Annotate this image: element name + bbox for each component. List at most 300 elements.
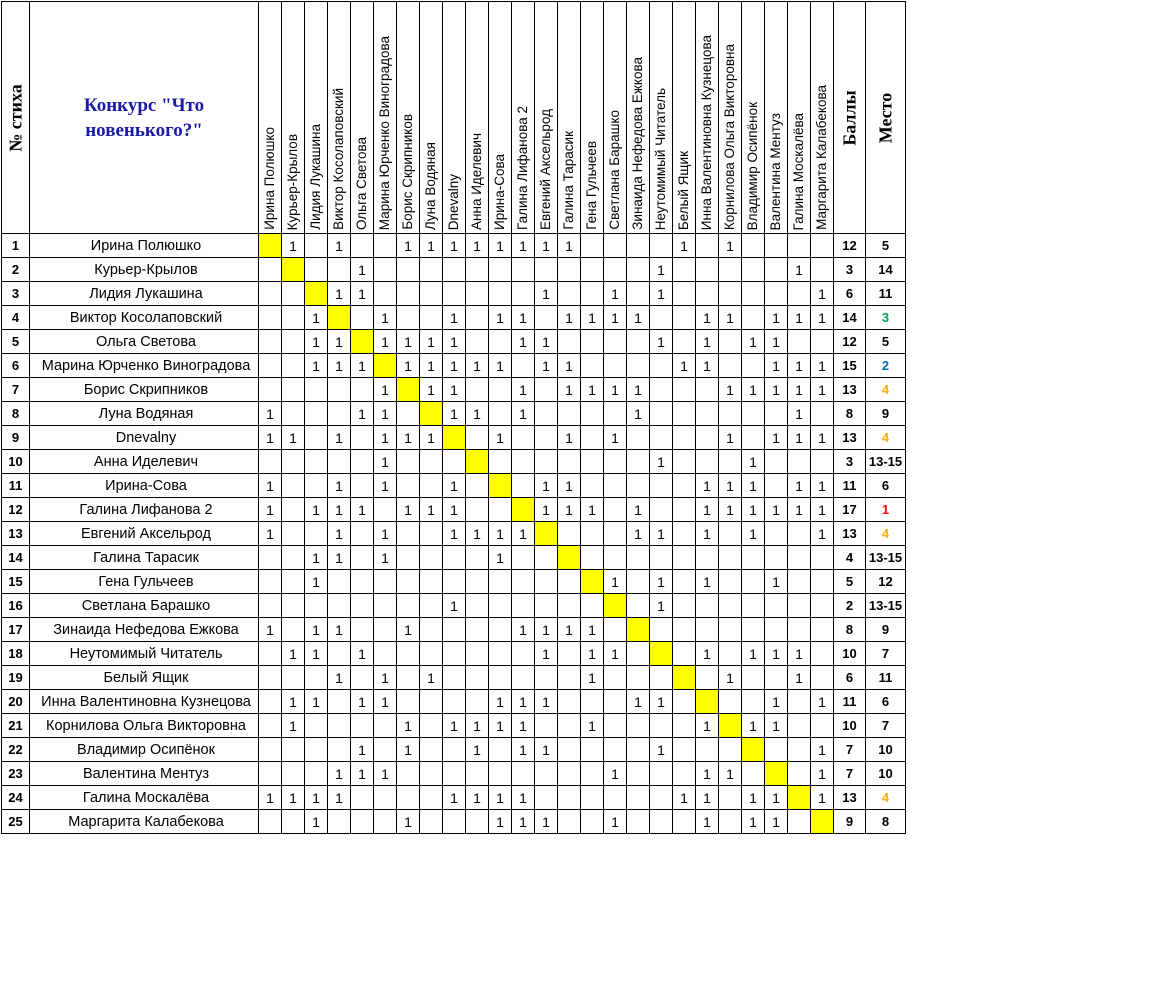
row-number: 5 bbox=[2, 330, 30, 354]
vote-cell: 1 bbox=[742, 378, 765, 402]
empty-cell bbox=[558, 570, 581, 594]
empty-cell bbox=[673, 474, 696, 498]
empty-cell bbox=[328, 642, 351, 666]
empty-cell bbox=[466, 282, 489, 306]
vote-cell: 1 bbox=[558, 426, 581, 450]
participant-column-label: Белый Ящик bbox=[676, 150, 691, 230]
row-number: 19 bbox=[2, 666, 30, 690]
vote-cell: 1 bbox=[397, 618, 420, 642]
empty-cell bbox=[581, 354, 604, 378]
participant-column-header bbox=[466, 2, 489, 234]
vote-cell: 1 bbox=[627, 498, 650, 522]
empty-cell bbox=[811, 714, 834, 738]
row-participant-name: Ольга Светова bbox=[30, 330, 259, 354]
vote-cell: 1 bbox=[443, 714, 466, 738]
score-column-header bbox=[834, 2, 866, 234]
row-participant-name: Анна Иделевич bbox=[30, 450, 259, 474]
empty-cell bbox=[282, 450, 305, 474]
vote-cell: 1 bbox=[351, 642, 374, 666]
empty-cell bbox=[719, 618, 742, 642]
place-column-header bbox=[866, 2, 906, 234]
vote-cell: 1 bbox=[696, 474, 719, 498]
empty-cell bbox=[259, 642, 282, 666]
empty-cell bbox=[627, 258, 650, 282]
empty-cell bbox=[397, 762, 420, 786]
empty-cell bbox=[420, 810, 443, 834]
empty-cell bbox=[351, 474, 374, 498]
empty-cell bbox=[604, 690, 627, 714]
empty-cell bbox=[558, 690, 581, 714]
row-participant-name: Ирина Полюшко bbox=[30, 234, 259, 258]
empty-cell bbox=[466, 570, 489, 594]
empty-cell bbox=[374, 234, 397, 258]
empty-cell bbox=[466, 810, 489, 834]
participant-column-header bbox=[719, 2, 742, 234]
vote-cell: 1 bbox=[328, 762, 351, 786]
empty-cell bbox=[535, 570, 558, 594]
empty-cell bbox=[811, 546, 834, 570]
score-cell: 9 bbox=[834, 810, 866, 834]
empty-cell bbox=[374, 642, 397, 666]
participant-column-header bbox=[397, 2, 420, 234]
empty-cell bbox=[719, 354, 742, 378]
vote-cell: 1 bbox=[374, 450, 397, 474]
vote-cell: 1 bbox=[351, 762, 374, 786]
vote-cell: 1 bbox=[742, 474, 765, 498]
score-cell: 10 bbox=[834, 642, 866, 666]
empty-cell bbox=[259, 738, 282, 762]
empty-cell bbox=[420, 474, 443, 498]
empty-cell bbox=[673, 450, 696, 474]
vote-cell: 1 bbox=[811, 762, 834, 786]
place-cell: 7 bbox=[866, 642, 906, 666]
vote-cell: 1 bbox=[742, 498, 765, 522]
vote-cell: 1 bbox=[328, 354, 351, 378]
empty-cell bbox=[282, 402, 305, 426]
vote-cell: 1 bbox=[512, 234, 535, 258]
participant-column-header bbox=[489, 2, 512, 234]
empty-cell bbox=[742, 306, 765, 330]
empty-cell bbox=[581, 738, 604, 762]
vote-cell: 1 bbox=[328, 666, 351, 690]
empty-cell bbox=[811, 330, 834, 354]
empty-cell bbox=[627, 282, 650, 306]
empty-cell bbox=[397, 402, 420, 426]
vote-cell: 1 bbox=[604, 762, 627, 786]
empty-cell bbox=[627, 426, 650, 450]
self-vote-cell bbox=[351, 330, 374, 354]
empty-cell bbox=[305, 450, 328, 474]
number-label: № стиха bbox=[5, 83, 25, 152]
self-vote-cell bbox=[788, 786, 811, 810]
empty-cell bbox=[535, 450, 558, 474]
self-vote-cell bbox=[673, 666, 696, 690]
row-participant-name: Dnevalny bbox=[30, 426, 259, 450]
empty-cell bbox=[466, 426, 489, 450]
empty-cell bbox=[627, 450, 650, 474]
vote-cell: 1 bbox=[558, 618, 581, 642]
vote-cell: 1 bbox=[627, 522, 650, 546]
vote-cell: 1 bbox=[351, 498, 374, 522]
vote-cell: 1 bbox=[535, 354, 558, 378]
empty-cell bbox=[581, 786, 604, 810]
vote-cell: 1 bbox=[811, 378, 834, 402]
table-row bbox=[2, 570, 906, 594]
empty-cell bbox=[466, 618, 489, 642]
vote-cell: 1 bbox=[811, 498, 834, 522]
empty-cell bbox=[282, 810, 305, 834]
vote-cell: 1 bbox=[788, 354, 811, 378]
empty-cell bbox=[650, 426, 673, 450]
empty-cell bbox=[420, 642, 443, 666]
empty-cell bbox=[811, 642, 834, 666]
empty-cell bbox=[604, 258, 627, 282]
empty-cell bbox=[489, 378, 512, 402]
vote-cell: 1 bbox=[328, 786, 351, 810]
empty-cell bbox=[259, 306, 282, 330]
empty-cell bbox=[397, 666, 420, 690]
place-cell: 7 bbox=[866, 714, 906, 738]
vote-cell: 1 bbox=[512, 810, 535, 834]
self-vote-cell bbox=[328, 306, 351, 330]
empty-cell bbox=[811, 234, 834, 258]
empty-cell bbox=[765, 474, 788, 498]
place-cell: 9 bbox=[866, 402, 906, 426]
empty-cell bbox=[282, 618, 305, 642]
empty-cell bbox=[282, 546, 305, 570]
score-cell: 15 bbox=[834, 354, 866, 378]
vote-cell: 1 bbox=[535, 618, 558, 642]
vote-cell: 1 bbox=[604, 570, 627, 594]
participant-column-label: Валентина Ментуз bbox=[768, 112, 783, 230]
empty-cell bbox=[305, 426, 328, 450]
table-row bbox=[2, 666, 906, 690]
empty-cell bbox=[696, 738, 719, 762]
vote-cell: 1 bbox=[397, 738, 420, 762]
vote-cell: 1 bbox=[351, 738, 374, 762]
table-row bbox=[2, 522, 906, 546]
empty-cell bbox=[466, 306, 489, 330]
vote-cell: 1 bbox=[305, 690, 328, 714]
empty-cell bbox=[512, 642, 535, 666]
empty-cell bbox=[420, 522, 443, 546]
place-cell: 10 bbox=[866, 762, 906, 786]
vote-cell: 1 bbox=[466, 234, 489, 258]
table-row bbox=[2, 714, 906, 738]
empty-cell bbox=[374, 738, 397, 762]
empty-cell bbox=[259, 810, 282, 834]
vote-cell: 1 bbox=[535, 234, 558, 258]
vote-cell: 1 bbox=[489, 690, 512, 714]
empty-cell bbox=[742, 546, 765, 570]
empty-cell bbox=[328, 450, 351, 474]
empty-cell bbox=[397, 474, 420, 498]
empty-cell bbox=[282, 498, 305, 522]
participant-column-label: Галина Лифанова 2 bbox=[515, 106, 530, 230]
empty-cell bbox=[627, 234, 650, 258]
place-cell: 3 bbox=[866, 306, 906, 330]
empty-cell bbox=[374, 714, 397, 738]
vote-cell: 1 bbox=[420, 498, 443, 522]
empty-cell bbox=[420, 618, 443, 642]
self-vote-cell bbox=[282, 258, 305, 282]
empty-cell bbox=[535, 714, 558, 738]
vote-cell: 1 bbox=[351, 282, 374, 306]
score-cell: 13 bbox=[834, 378, 866, 402]
place-cell: 13-15 bbox=[866, 546, 906, 570]
empty-cell bbox=[397, 570, 420, 594]
row-participant-name: Зинаида Нефедова Ежкова bbox=[30, 618, 259, 642]
empty-cell bbox=[696, 546, 719, 570]
empty-cell bbox=[673, 594, 696, 618]
table-row bbox=[2, 642, 906, 666]
vote-cell: 1 bbox=[489, 522, 512, 546]
vote-cell: 1 bbox=[765, 810, 788, 834]
empty-cell bbox=[443, 690, 466, 714]
participant-column-header bbox=[305, 2, 328, 234]
empty-cell bbox=[512, 258, 535, 282]
empty-cell bbox=[558, 402, 581, 426]
empty-cell bbox=[788, 330, 811, 354]
vote-cell: 1 bbox=[696, 642, 719, 666]
vote-cell: 1 bbox=[374, 762, 397, 786]
empty-cell bbox=[420, 762, 443, 786]
self-vote-cell bbox=[259, 234, 282, 258]
participant-column-header bbox=[535, 2, 558, 234]
place-cell: 9 bbox=[866, 618, 906, 642]
empty-cell bbox=[719, 594, 742, 618]
vote-cell: 1 bbox=[650, 690, 673, 714]
row-participant-name: Инна Валентиновна Кузнецова bbox=[30, 690, 259, 714]
vote-cell: 1 bbox=[719, 498, 742, 522]
self-vote-cell bbox=[696, 690, 719, 714]
empty-cell bbox=[535, 426, 558, 450]
vote-cell: 1 bbox=[719, 762, 742, 786]
vote-cell: 1 bbox=[489, 354, 512, 378]
table-row bbox=[2, 258, 906, 282]
vote-cell: 1 bbox=[489, 714, 512, 738]
empty-cell bbox=[558, 642, 581, 666]
empty-cell bbox=[443, 546, 466, 570]
empty-cell bbox=[282, 570, 305, 594]
vote-cell: 1 bbox=[811, 282, 834, 306]
empty-cell bbox=[397, 450, 420, 474]
row-number: 24 bbox=[2, 786, 30, 810]
vote-cell: 1 bbox=[673, 234, 696, 258]
empty-cell bbox=[627, 810, 650, 834]
vote-cell: 1 bbox=[696, 306, 719, 330]
table-row bbox=[2, 810, 906, 834]
empty-cell bbox=[811, 450, 834, 474]
vote-cell: 1 bbox=[719, 306, 742, 330]
empty-cell bbox=[397, 642, 420, 666]
self-vote-cell bbox=[558, 546, 581, 570]
empty-cell bbox=[351, 618, 374, 642]
participant-column-label: Ирина Полюшко bbox=[262, 127, 277, 230]
empty-cell bbox=[811, 570, 834, 594]
score-cell: 4 bbox=[834, 546, 866, 570]
place-cell: 6 bbox=[866, 690, 906, 714]
empty-cell bbox=[420, 690, 443, 714]
place-cell: 4 bbox=[866, 378, 906, 402]
vote-cell: 1 bbox=[420, 234, 443, 258]
vote-cell: 1 bbox=[259, 426, 282, 450]
empty-cell bbox=[650, 714, 673, 738]
vote-cell: 1 bbox=[558, 354, 581, 378]
empty-cell bbox=[581, 330, 604, 354]
vote-cell: 1 bbox=[765, 498, 788, 522]
empty-cell bbox=[397, 258, 420, 282]
vote-cell: 1 bbox=[466, 402, 489, 426]
participant-column-label: Лидия Лукашина bbox=[308, 124, 323, 230]
row-participant-name: Луна Водяная bbox=[30, 402, 259, 426]
empty-cell bbox=[650, 618, 673, 642]
empty-cell bbox=[742, 690, 765, 714]
row-number: 7 bbox=[2, 378, 30, 402]
empty-cell bbox=[811, 594, 834, 618]
vote-cell: 1 bbox=[558, 378, 581, 402]
empty-cell bbox=[259, 666, 282, 690]
vote-cell: 1 bbox=[328, 618, 351, 642]
empty-cell bbox=[305, 714, 328, 738]
vote-cell: 1 bbox=[512, 738, 535, 762]
vote-cell: 1 bbox=[788, 426, 811, 450]
score-cell: 13 bbox=[834, 786, 866, 810]
vote-cell: 1 bbox=[259, 618, 282, 642]
empty-cell bbox=[742, 570, 765, 594]
vote-cell: 1 bbox=[466, 714, 489, 738]
vote-cell: 1 bbox=[305, 546, 328, 570]
vote-cell: 1 bbox=[650, 450, 673, 474]
empty-cell bbox=[466, 642, 489, 666]
empty-cell bbox=[581, 234, 604, 258]
vote-cell: 1 bbox=[282, 642, 305, 666]
empty-cell bbox=[811, 618, 834, 642]
empty-cell bbox=[397, 594, 420, 618]
vote-cell: 1 bbox=[374, 378, 397, 402]
vote-cell: 1 bbox=[788, 642, 811, 666]
participant-column-header bbox=[374, 2, 397, 234]
empty-cell bbox=[397, 546, 420, 570]
vote-cell: 1 bbox=[397, 810, 420, 834]
table-row bbox=[2, 786, 906, 810]
empty-cell bbox=[581, 810, 604, 834]
empty-cell bbox=[765, 738, 788, 762]
empty-cell bbox=[765, 258, 788, 282]
empty-cell bbox=[673, 738, 696, 762]
vote-cell: 1 bbox=[443, 234, 466, 258]
vote-cell: 1 bbox=[719, 234, 742, 258]
empty-cell bbox=[765, 594, 788, 618]
vote-cell: 1 bbox=[765, 714, 788, 738]
row-number: 20 bbox=[2, 690, 30, 714]
empty-cell bbox=[374, 570, 397, 594]
empty-cell bbox=[489, 570, 512, 594]
empty-cell bbox=[466, 330, 489, 354]
score-cell: 3 bbox=[834, 258, 866, 282]
participant-column-header bbox=[742, 2, 765, 234]
vote-cell: 1 bbox=[535, 330, 558, 354]
participant-column-header bbox=[558, 2, 581, 234]
vote-cell: 1 bbox=[420, 426, 443, 450]
empty-cell bbox=[351, 570, 374, 594]
empty-cell bbox=[719, 282, 742, 306]
row-participant-name: Галина Москалёва bbox=[30, 786, 259, 810]
empty-cell bbox=[466, 666, 489, 690]
empty-cell bbox=[259, 690, 282, 714]
score-cell: 12 bbox=[834, 330, 866, 354]
empty-cell bbox=[282, 666, 305, 690]
vote-cell: 1 bbox=[489, 810, 512, 834]
empty-cell bbox=[420, 306, 443, 330]
empty-cell bbox=[742, 594, 765, 618]
vote-cell: 1 bbox=[512, 690, 535, 714]
vote-cell: 1 bbox=[374, 546, 397, 570]
vote-cell: 1 bbox=[765, 354, 788, 378]
empty-cell bbox=[420, 786, 443, 810]
participant-column-label: Виктор Косолаповский bbox=[331, 88, 346, 230]
score-cell: 8 bbox=[834, 402, 866, 426]
participant-column-label: Галина Тарасик bbox=[561, 131, 576, 230]
empty-cell bbox=[328, 714, 351, 738]
score-cell: 12 bbox=[834, 234, 866, 258]
vote-cell: 1 bbox=[259, 786, 282, 810]
vote-cell: 1 bbox=[650, 282, 673, 306]
participant-column-label: Марина Юрченко Виноградова bbox=[377, 35, 392, 230]
empty-cell bbox=[489, 642, 512, 666]
empty-cell bbox=[282, 738, 305, 762]
vote-cell: 1 bbox=[604, 642, 627, 666]
empty-cell bbox=[374, 594, 397, 618]
vote-cell: 1 bbox=[696, 786, 719, 810]
empty-cell bbox=[788, 690, 811, 714]
vote-cell: 1 bbox=[397, 498, 420, 522]
place-cell: 1 bbox=[866, 498, 906, 522]
vote-cell: 1 bbox=[696, 570, 719, 594]
empty-cell bbox=[650, 810, 673, 834]
empty-cell bbox=[259, 258, 282, 282]
empty-cell bbox=[282, 306, 305, 330]
empty-cell bbox=[742, 762, 765, 786]
empty-cell bbox=[443, 282, 466, 306]
table-row bbox=[2, 738, 906, 762]
vote-cell: 1 bbox=[627, 378, 650, 402]
vote-cell: 1 bbox=[788, 666, 811, 690]
place-cell: 13-15 bbox=[866, 594, 906, 618]
empty-cell bbox=[719, 330, 742, 354]
self-vote-cell bbox=[535, 522, 558, 546]
vote-cell: 1 bbox=[328, 498, 351, 522]
self-vote-cell bbox=[489, 474, 512, 498]
empty-cell bbox=[788, 522, 811, 546]
empty-cell bbox=[604, 234, 627, 258]
empty-cell bbox=[443, 762, 466, 786]
row-number: 4 bbox=[2, 306, 30, 330]
empty-cell bbox=[443, 450, 466, 474]
vote-cell: 1 bbox=[765, 426, 788, 450]
vote-cell: 1 bbox=[512, 714, 535, 738]
empty-cell bbox=[259, 762, 282, 786]
participant-column-header bbox=[765, 2, 788, 234]
vote-cell: 1 bbox=[581, 378, 604, 402]
empty-cell bbox=[489, 738, 512, 762]
vote-cell: 1 bbox=[650, 522, 673, 546]
vote-cell: 1 bbox=[328, 546, 351, 570]
participant-column-label: Маргарита Калабекова bbox=[814, 85, 829, 230]
empty-cell bbox=[351, 378, 374, 402]
vote-cell: 1 bbox=[604, 306, 627, 330]
empty-cell bbox=[374, 498, 397, 522]
